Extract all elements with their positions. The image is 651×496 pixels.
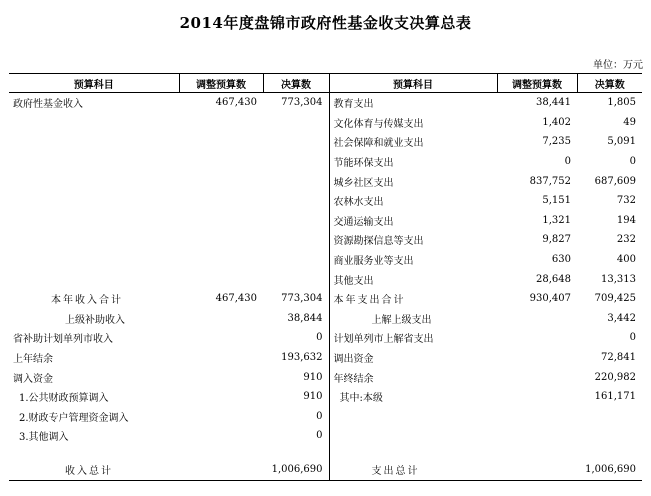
income-adjusted: 467,430 — [215, 97, 257, 109]
income-adjusted — [179, 230, 263, 250]
income-adjusted — [179, 211, 263, 231]
expense-item: 上解上级支出 — [329, 309, 497, 329]
table-row — [9, 230, 642, 250]
income-item — [9, 230, 179, 250]
income-adjusted — [179, 328, 263, 348]
expense-final: 732 — [616, 195, 636, 207]
income-final: 38,844 — [287, 312, 323, 324]
income-item: 调入资金 — [13, 373, 53, 385]
header-budget-item-left: 预算科目 — [9, 74, 179, 93]
expense-item — [329, 426, 497, 446]
income-total-adjusted — [179, 460, 263, 481]
expense-final: 687,609 — [594, 175, 636, 187]
income-final — [263, 230, 329, 250]
expense-item: 节能环保支出 — [329, 152, 497, 172]
table-row — [9, 171, 642, 191]
expense-adjusted: 38,441 — [536, 97, 571, 109]
income-adjusted — [179, 309, 263, 329]
expense-adjusted — [497, 367, 577, 387]
header-row — [9, 74, 642, 93]
expense-subtotal-label: 本年支出合计 — [329, 289, 497, 309]
expense-final: 13,313 — [601, 273, 636, 285]
expense-adjusted — [497, 309, 577, 329]
income-adjusted — [179, 191, 263, 211]
income-final — [263, 152, 329, 172]
table-row — [9, 407, 642, 427]
income-subtotal-final: 773,304 — [281, 293, 323, 305]
expense-item: 年终结余 — [329, 367, 497, 387]
expense-adjusted — [497, 348, 577, 368]
expense-adjusted: 1,321 — [542, 214, 571, 226]
expense-adjusted — [497, 426, 577, 446]
expense-subtotal-final: 709,425 — [594, 293, 636, 305]
expense-final: 1,805 — [607, 97, 636, 109]
income-item — [9, 152, 179, 172]
expense-item: 其他支出 — [329, 269, 497, 289]
table-row — [9, 93, 642, 113]
income-final — [263, 250, 329, 270]
header-budget-item-right: 预算科目 — [329, 74, 497, 93]
expense-adjusted — [497, 387, 577, 407]
income-subtotal-label: 本年收入合计 — [51, 295, 123, 307]
expense-adjusted: 5,151 — [542, 195, 571, 207]
expense-final: 161,171 — [594, 391, 636, 403]
expense-final: 194 — [616, 214, 636, 226]
income-adjusted — [179, 171, 263, 191]
expense-final: 220,982 — [594, 371, 636, 383]
income-adjusted — [179, 269, 263, 289]
income-adjusted — [179, 367, 263, 387]
expense-item: 商业服务业等支出 — [329, 250, 497, 270]
expense-item: 文化体育与传媒支出 — [329, 113, 497, 133]
expense-final: 49 — [623, 116, 636, 128]
expense-item: 交通运输支出 — [329, 211, 497, 231]
header-adjusted-budget-right: 调整预算数 — [497, 74, 577, 93]
table-row — [9, 309, 642, 329]
income-adjusted — [179, 152, 263, 172]
expense-item: 其中:本级 — [329, 387, 497, 407]
income-total-final: 1,006,690 — [263, 460, 329, 481]
expense-item: 农林水支出 — [329, 191, 497, 211]
expense-adjusted — [497, 407, 577, 427]
expense-final: 0 — [629, 156, 636, 168]
expense-item: 计划单列市上解省支出 — [329, 328, 497, 348]
header-final-account-right: 决算数 — [577, 74, 642, 93]
expense-item: 城乡社区支出 — [329, 171, 497, 191]
budget-table — [9, 73, 642, 481]
income-item: 3.其他调入 — [19, 432, 69, 444]
expense-total-label: 支出总计 — [329, 460, 497, 481]
expense-adjusted: 28,648 — [536, 273, 571, 285]
expense-final: 232 — [616, 234, 636, 246]
income-item: 1.公共财政预算调入 — [19, 393, 109, 405]
expense-final: 72,841 — [601, 352, 636, 364]
income-final — [263, 132, 329, 152]
income-item: 上级补助收入 — [65, 314, 125, 326]
income-final: 773,304 — [281, 97, 323, 109]
income-final — [263, 211, 329, 231]
expense-adjusted: 630 — [551, 254, 571, 266]
income-item — [9, 211, 179, 231]
expense-total-adjusted — [497, 460, 577, 481]
subtotal-row — [9, 289, 642, 309]
income-item — [9, 250, 179, 270]
header-final-account-left: 决算数 — [263, 74, 329, 93]
expense-adjusted: 837,752 — [529, 175, 571, 187]
income-final — [263, 171, 329, 191]
expense-final: 0 — [629, 332, 636, 344]
income-adjusted — [179, 407, 263, 427]
income-final: 910 — [303, 391, 323, 403]
expense-item: 社会保障和就业支出 — [329, 132, 497, 152]
expense-final: 400 — [616, 254, 636, 266]
income-adjusted — [179, 113, 263, 133]
expense-adjusted: 0 — [564, 156, 571, 168]
table-row — [9, 152, 642, 172]
table-row — [9, 426, 642, 446]
table-row — [9, 269, 642, 289]
income-item: 政府性基金收入 — [13, 99, 83, 111]
table-row — [9, 387, 642, 407]
expense-final: 5,091 — [607, 136, 636, 148]
income-item: 2.财政专户管理资金调入 — [19, 412, 129, 424]
table-row — [9, 328, 642, 348]
income-item: 上年结余 — [13, 354, 53, 366]
header-adjusted-budget-left: 调整预算数 — [179, 74, 263, 93]
income-item — [9, 191, 179, 211]
unit-label: 单位：万元 — [593, 60, 643, 71]
table-row — [9, 113, 642, 133]
income-final: 910 — [303, 371, 323, 383]
expense-item — [329, 407, 497, 427]
expense-final: 3,442 — [607, 312, 636, 324]
income-final: 193,632 — [281, 352, 323, 364]
income-adjusted — [179, 132, 263, 152]
income-item — [9, 171, 179, 191]
income-adjusted — [179, 348, 263, 368]
table-row — [9, 191, 642, 211]
income-final — [263, 269, 329, 289]
report-title: 2014年度盘锦市政府性基金收支决算总表 — [179, 14, 472, 32]
expense-subtotal-adjusted: 930,407 — [529, 293, 571, 305]
table-row — [9, 211, 642, 231]
income-final — [263, 113, 329, 133]
income-item — [9, 113, 179, 133]
expense-total-final: 1,006,690 — [577, 460, 642, 481]
spacer-row — [9, 446, 642, 460]
grand-total-row — [9, 460, 642, 481]
income-item: 省补助计划单列市收入 — [13, 334, 113, 346]
income-adjusted — [179, 250, 263, 270]
expense-adjusted: 9,827 — [542, 234, 571, 246]
expense-item: 教育支出 — [329, 93, 497, 113]
table-row — [9, 250, 642, 270]
expense-item: 调出资金 — [329, 348, 497, 368]
expense-final — [577, 426, 642, 446]
income-item — [9, 132, 179, 152]
table-row — [9, 348, 642, 368]
income-adjusted — [179, 387, 263, 407]
expense-final — [577, 407, 642, 427]
table-row — [9, 367, 642, 387]
expense-adjusted — [497, 328, 577, 348]
income-final — [263, 191, 329, 211]
income-final: 0 — [316, 410, 323, 422]
table-row — [9, 132, 642, 152]
expense-item: 资源勘探信息等支出 — [329, 230, 497, 250]
income-adjusted — [179, 426, 263, 446]
expense-adjusted: 1,402 — [542, 116, 571, 128]
expense-adjusted: 7,235 — [542, 136, 571, 148]
income-total-label: 收入总计 — [9, 460, 179, 481]
income-final: 0 — [316, 332, 323, 344]
income-item — [9, 269, 179, 289]
income-subtotal-adjusted: 467,430 — [215, 293, 257, 305]
income-final: 0 — [316, 430, 323, 442]
